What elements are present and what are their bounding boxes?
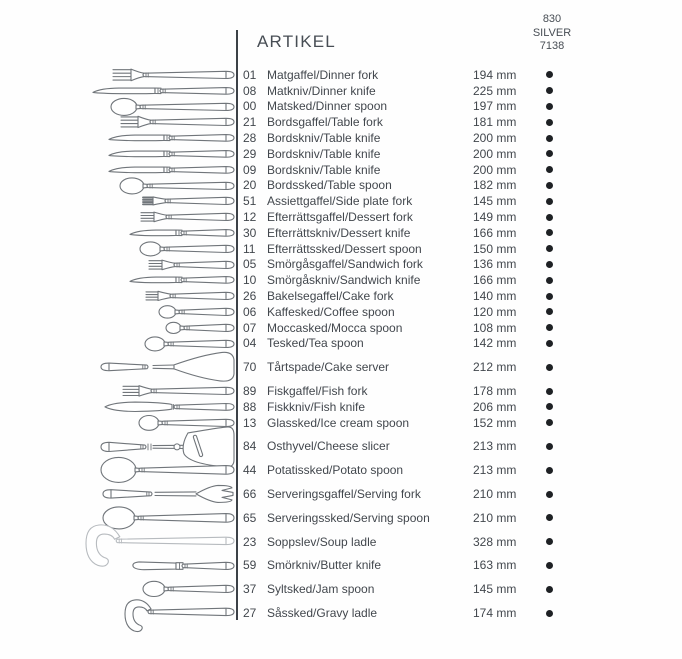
article-code: 04 — [243, 336, 257, 351]
soup-ladle-illustration — [86, 525, 234, 566]
article-length: 140 mm — [473, 289, 517, 304]
availability-cell — [529, 403, 569, 410]
article-length: 149 mm — [473, 210, 517, 225]
article-code: 26 — [243, 289, 257, 304]
availability-cell — [529, 198, 569, 205]
article-code: 05 — [243, 257, 257, 272]
article-length: 213 mm — [473, 439, 517, 454]
table-fork-illustration — [121, 116, 234, 127]
article-length: 108 mm — [473, 320, 517, 335]
availability-dot — [546, 443, 553, 450]
serving-fork-illustration — [103, 485, 233, 502]
article-name: Syltsked/Jam spoon — [267, 582, 375, 597]
availability-dot — [546, 103, 553, 110]
availability-dot — [546, 182, 553, 189]
table-row — [243, 288, 587, 304]
article-length: 225 mm — [473, 83, 517, 98]
sandwich-knife-illustration — [130, 277, 234, 284]
article-name: Matsked/Dinner spoon — [267, 99, 388, 114]
availability-cell — [529, 491, 569, 498]
availability-line-3: 7138 — [539, 40, 565, 52]
dessert-fork-illustration — [141, 212, 234, 222]
article-name: Smörgåskniv/Sandwich knife — [267, 273, 421, 288]
table-row — [243, 146, 587, 162]
article-code: 01 — [243, 67, 257, 82]
availability-dot — [546, 610, 553, 617]
article-length: 194 mm — [473, 67, 517, 82]
availability-cell — [529, 324, 569, 331]
article-length: 152 mm — [473, 415, 517, 430]
article-name: Fiskgaffel/Fish fork — [267, 384, 368, 399]
article-length: 163 mm — [473, 558, 517, 573]
availability-line-1: 830 — [542, 13, 562, 25]
article-code: 88 — [243, 399, 257, 414]
article-code: 06 — [243, 304, 257, 319]
availability-cell — [529, 103, 569, 110]
table-row — [243, 83, 587, 99]
article-code: 44 — [243, 463, 257, 478]
article-code: 09 — [243, 162, 257, 177]
coffee-spoon-illustration — [159, 306, 234, 318]
article-length: 197 mm — [473, 99, 517, 114]
article-code: 66 — [243, 487, 257, 502]
table-row — [243, 304, 587, 320]
table-row — [243, 99, 587, 115]
article-name: Bordsgaffel/Table fork — [267, 115, 383, 130]
availability-cell — [529, 135, 569, 142]
article-code: 13 — [243, 415, 257, 430]
article-name: Assiettgaffel/Side plate fork — [267, 194, 413, 209]
availability-cell — [529, 245, 569, 252]
article-length: 200 mm — [473, 162, 517, 177]
article-code: 21 — [243, 115, 257, 130]
availability-dot — [546, 214, 553, 221]
availability-dot — [546, 308, 553, 315]
availability-dot — [546, 388, 553, 395]
availability-cell — [529, 214, 569, 221]
availability-dot — [546, 150, 553, 157]
article-code: 89 — [243, 384, 257, 399]
availability-cell — [529, 87, 569, 94]
article-name: Bordskniv/Table knife — [267, 146, 381, 161]
article-name: Smörgåsgaffel/Sandwich fork — [267, 257, 423, 272]
availability-cell — [529, 229, 569, 236]
availability-dot — [546, 261, 553, 268]
availability-dot — [546, 562, 553, 569]
article-code: 00 — [243, 99, 257, 114]
article-length: 136 mm — [473, 257, 517, 272]
table-row — [243, 193, 587, 209]
availability-dot — [546, 119, 553, 126]
availability-cell — [529, 340, 569, 347]
availability-dot — [546, 198, 553, 205]
table-row — [243, 399, 587, 415]
availability-dot — [546, 403, 553, 410]
article-length: 213 mm — [473, 463, 517, 478]
page-title: ARTIKEL — [257, 32, 336, 51]
article-code: 28 — [243, 131, 257, 146]
article-length: 145 mm — [473, 194, 517, 209]
availability-cell — [529, 261, 569, 268]
table-row — [243, 162, 587, 178]
article-length: 145 mm — [473, 582, 517, 597]
article-table — [243, 67, 587, 621]
availability-dot — [546, 245, 553, 252]
availability-cell — [529, 119, 569, 126]
article-length: 166 mm — [473, 273, 517, 288]
table-row — [243, 486, 587, 502]
availability-cell — [529, 388, 569, 395]
availability-dot — [546, 293, 553, 300]
table-row — [243, 439, 587, 455]
availability-dot — [546, 538, 553, 545]
availability-dot — [546, 491, 553, 498]
dessert-knife-illustration — [130, 230, 234, 237]
article-code: 37 — [243, 582, 257, 597]
table-row — [243, 336, 587, 352]
availability-cell — [529, 467, 569, 474]
availability-dot — [546, 135, 553, 142]
table-row — [243, 114, 587, 130]
article-name: Moccasked/Mocca spoon — [267, 320, 403, 335]
availability-cell — [529, 293, 569, 300]
article-name: Bordskniv/Table knife — [267, 131, 381, 146]
article-name: Bordskniv/Table knife — [267, 162, 381, 177]
table-row — [243, 415, 587, 431]
article-code: 27 — [243, 606, 257, 620]
serving-spoon-illustration — [103, 507, 234, 529]
table-row — [243, 558, 587, 574]
dinner-fork-illustration — [113, 69, 234, 81]
fish-fork-illustration — [123, 386, 234, 396]
availability-cell — [529, 538, 569, 545]
article-code: 30 — [243, 225, 257, 240]
table-row — [243, 130, 587, 146]
cake-server-illustration — [101, 352, 234, 381]
table-spoon-illustration — [120, 178, 234, 194]
article-length: 328 mm — [473, 534, 517, 549]
article-name: Tårtspade/Cake server — [267, 360, 390, 375]
availability-dot — [546, 514, 553, 521]
availability-cell — [529, 562, 569, 569]
table-row — [243, 510, 587, 526]
availability-line-2: SILVER — [532, 26, 572, 39]
table-row — [243, 359, 587, 375]
table-row — [243, 320, 587, 336]
article-name: Såssked/Gravy ladle — [267, 606, 378, 620]
article-name: Matkniv/Dinner knife — [267, 83, 376, 98]
article-name: Bakelsegaffel/Cake fork — [267, 289, 394, 304]
side-plate-fork-illustration — [143, 197, 234, 205]
availability-cell — [529, 419, 569, 426]
availability-cell — [529, 586, 569, 593]
article-code: 51 — [243, 194, 257, 209]
jam-spoon-illustration — [143, 581, 234, 596]
availability-dot — [546, 71, 553, 78]
article-name: Glassked/Ice cream spoon — [267, 415, 410, 430]
availability-cell — [529, 514, 569, 521]
article-code: 12 — [243, 210, 257, 225]
article-length: 210 mm — [473, 510, 517, 525]
availability-cell — [529, 277, 569, 284]
article-length: 212 mm — [473, 360, 517, 375]
dinner-knife-illustration — [93, 88, 234, 95]
article-code: 20 — [243, 178, 257, 193]
fish-knife-illustration — [105, 402, 234, 411]
availability-dot — [546, 87, 553, 94]
article-length: 206 mm — [473, 399, 517, 414]
article-length: 200 mm — [473, 131, 517, 146]
article-length: 200 mm — [473, 146, 517, 161]
dessert-spoon-illustration — [140, 242, 234, 256]
table-row — [243, 534, 587, 550]
article-name: Potatissked/Potato spoon — [267, 463, 404, 478]
table-row — [243, 67, 587, 83]
article-code: 23 — [243, 534, 257, 549]
article-code: 65 — [243, 510, 257, 525]
availability-column-header — [492, 13, 612, 54]
table-row — [243, 605, 587, 621]
article-name: Fiskkniv/Fish knife — [267, 399, 366, 414]
table-row — [243, 241, 587, 257]
availability-dot — [546, 166, 553, 173]
article-length: 210 mm — [473, 487, 517, 502]
availability-cell — [529, 308, 569, 315]
article-length: 166 mm — [473, 225, 517, 240]
availability-dot — [546, 419, 553, 426]
table-knife-illustration — [109, 167, 234, 174]
article-name: Matgaffel/Dinner fork — [267, 67, 379, 82]
availability-dot — [546, 364, 553, 371]
availability-cell — [529, 610, 569, 617]
article-name: Smörkniv/Butter knife — [267, 558, 382, 573]
article-name: Soppslev/Soup ladle — [267, 534, 377, 549]
article-name: Efterrättskniv/Dessert knife — [267, 225, 411, 240]
vertical-divider — [236, 30, 238, 620]
article-name: Bordssked/Table spoon — [267, 178, 392, 193]
table-row — [243, 225, 587, 241]
article-code: 70 — [243, 360, 257, 375]
article-code: 08 — [243, 83, 257, 98]
availability-dot — [546, 229, 553, 236]
article-length: 174 mm — [473, 606, 517, 620]
table-knife-illustration — [109, 151, 234, 158]
article-length: 142 mm — [473, 336, 517, 351]
table-row — [243, 272, 587, 288]
availability-cell — [529, 443, 569, 450]
table-row — [243, 257, 587, 273]
article-code: 84 — [243, 439, 257, 454]
article-code: 07 — [243, 320, 257, 335]
availability-cell — [529, 364, 569, 371]
availability-cell — [529, 71, 569, 78]
article-length: 181 mm — [473, 115, 517, 130]
availability-dot — [546, 340, 553, 347]
dinner-spoon-illustration — [111, 98, 234, 115]
article-code: 59 — [243, 558, 257, 573]
article-name: Serveringsgaffel/Serving fork — [267, 487, 421, 502]
availability-dot — [546, 277, 553, 284]
cake-fork-illustration — [146, 291, 234, 300]
article-length: 178 mm — [473, 384, 517, 399]
article-name: Osthyvel/Cheese slicer — [267, 439, 390, 454]
article-length: 120 mm — [473, 304, 517, 319]
mocca-spoon-illustration — [166, 322, 234, 333]
article-code: 29 — [243, 146, 257, 161]
availability-dot — [546, 586, 553, 593]
table-row — [243, 581, 587, 597]
table-row — [243, 462, 587, 478]
article-name: Efterrättsgaffel/Dessert fork — [267, 210, 413, 225]
table-row — [243, 178, 587, 194]
table-row — [243, 209, 587, 225]
availability-cell — [529, 166, 569, 173]
article-name: Serveringssked/Serving spoon — [267, 510, 430, 525]
article-code: 10 — [243, 273, 257, 288]
table-row — [243, 383, 587, 399]
gravy-ladle-illustration — [125, 600, 234, 632]
article-length: 150 mm — [473, 241, 517, 256]
availability-dot — [546, 324, 553, 331]
availability-cell — [529, 182, 569, 189]
article-name: Kaffesked/Coffee spoon — [267, 304, 395, 319]
article-name: Efterrättssked/Dessert spoon — [267, 241, 422, 256]
article-name: Tesked/Tea spoon — [267, 336, 364, 351]
availability-cell — [529, 150, 569, 157]
article-code: 11 — [243, 241, 256, 256]
article-length: 182 mm — [473, 178, 517, 193]
tea-spoon-illustration — [145, 337, 234, 351]
sandwich-fork-illustration — [149, 260, 234, 270]
availability-dot — [546, 467, 553, 474]
table-knife-illustration — [109, 135, 234, 142]
butter-knife-illustration — [133, 562, 234, 570]
